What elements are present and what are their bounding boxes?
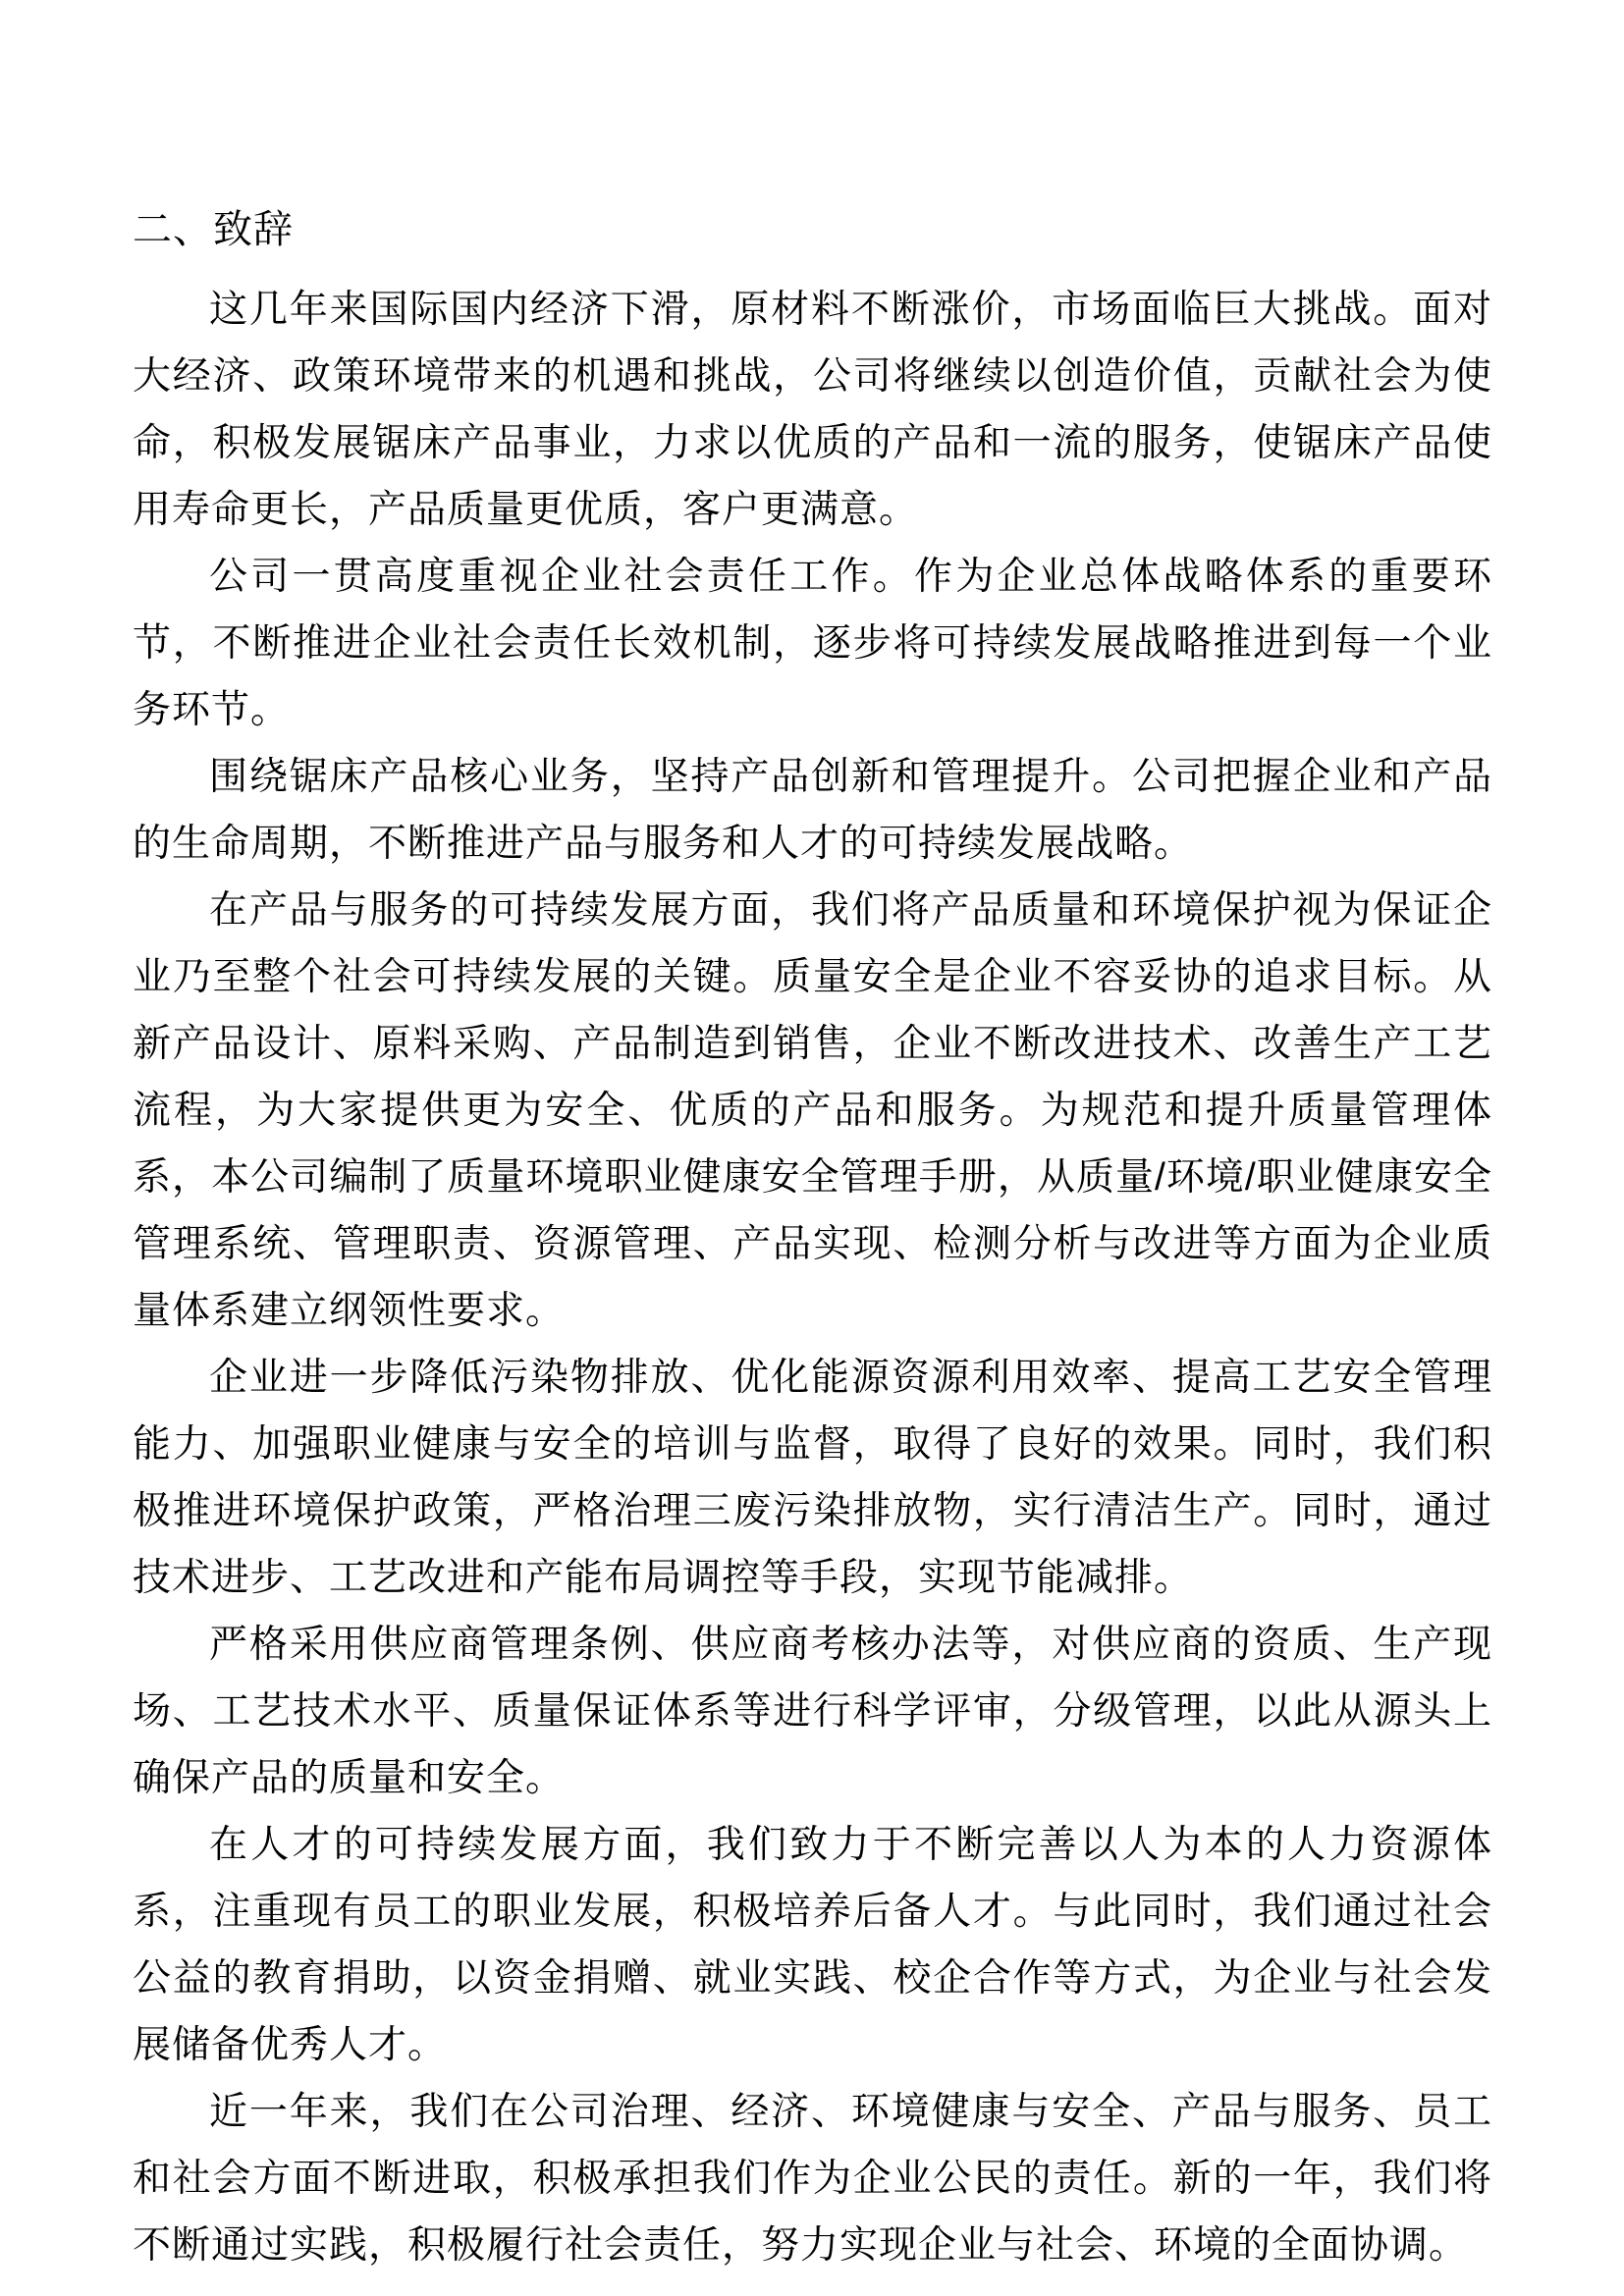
paragraph-7: 在人才的可持续发展方面，我们致力于不断完善以人为本的人力资源体系，注重现有员工的职业发展，积极培养后备人才。与此同时，我们通过社会公益的教育捐助，以资金捐赠、就业实践、校企合作等方式，为企业与社会发展储备优秀人才。 [133,1824,1492,2066]
section-heading: 二、致辞 [133,208,294,251]
paragraph-2: 公司一贯高度重视企业社会责任工作。作为企业总体战略体系的重要环节，不断推进企业社会责任长效机制，逐步将可持续发展战略推进到每一个业务环节。 [133,556,1492,731]
paragraph-8: 近一年来，我们在公司治理、经济、环境健康与安全、产品与服务、员工和社会方面不断进取，积极承担我们作为企业公民的责任。新的一年，我们将不断通过实践，积极履行社会责任，努力实现企业与社会、环境的全面协调。 [133,2091,1492,2267]
paragraph-6: 严格采用供应商管理条例、供应商考核办法等，对供应商的资质、生产现场、工艺技术水平、质量保证体系等进行科学评审，分级管理，以此从源头上确保产品的质量和安全。 [133,1624,1492,1799]
paragraph-3: 围绕锯床产品核心业务，坚持产品创新和管理提升。公司把握企业和产品的生命周期，不断推进产品与服务和人才的可持续发展战略。 [133,756,1492,865]
paragraph-5: 企业进一步降低污染物排放、优化能源资源利用效率、提高工艺安全管理能力、加强职业健康与安全的培训与监督，取得了良好的效果。同时，我们积极推进环境保护政策，严格治理三废污染排放物，实行清洁生产。同时，通过技术进步、工艺改进和产能布局调控等手段，实现节能减排。 [133,1357,1492,1599]
paragraph-1: 这几年来国际国内经济下滑，原材料不断涨价，市场面临巨大挑战。面对大经济、政策环境带来的机遇和挑战，公司将继续以创造价值，贡献社会为使命，积极发展锯床产品事业，力求以优质的产品和一流的服务，使锯床产品使用寿命更长，产品质量更优质，客户更满意。 [133,289,1492,531]
paragraph-4: 在产品与服务的可持续发展方面，我们将产品质量和环境保护视为保证企业乃至整个社会可持续发展的关键。质量安全是企业不容妥协的追求目标。从新产品设计、原料采购、产品制造到销售，企业不断改进技术、改善生产工艺流程，为大家提供更为安全、优质的产品和服务。为规范和提升质量管理体系，本公司编制了质量环境职业健康安全管理手册，从质量/环境/职业健康安全管理系统、管理职责、资源管理、产品实现、检测分析与改进等方面为企业质量体系建立纲领性要求。 [133,889,1493,1332]
